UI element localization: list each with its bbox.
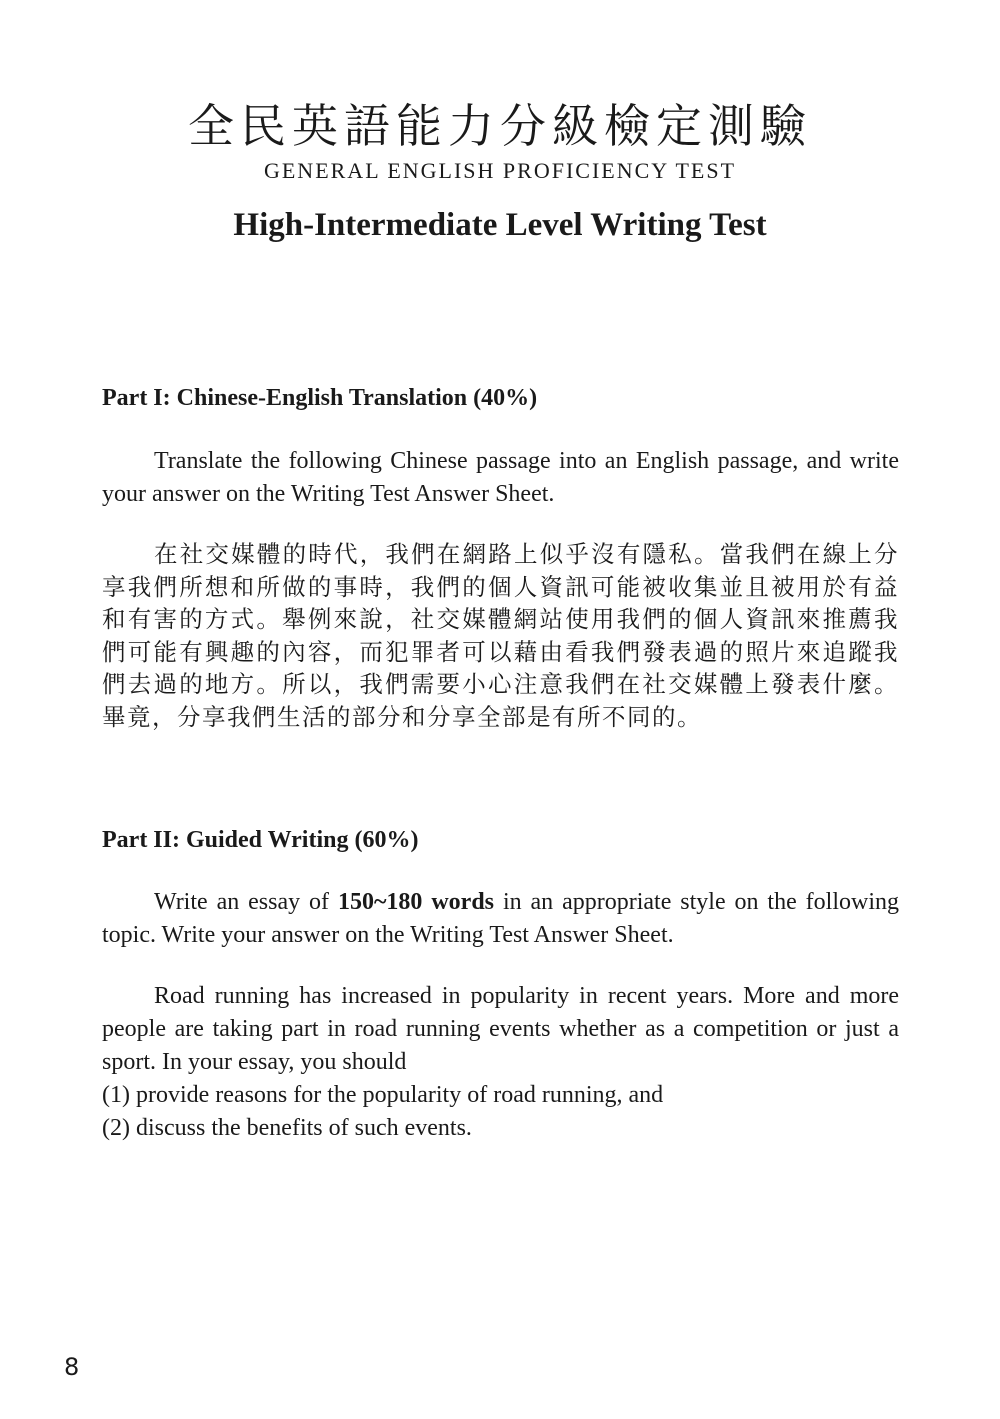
part1-heading: Part I: Chinese-English Translation (40%) xyxy=(102,385,538,411)
part2-heading: Part II: Guided Writing (60%) xyxy=(102,827,419,853)
word-count-requirement: 150~180 words xyxy=(337,889,495,915)
title-english: GENERAL ENGLISH PROFICIENCY TEST xyxy=(263,158,737,183)
part1-chinese-passage: 在社交媒體的時代，我們在網路上似乎沒有隱私。當我們在線上分享我們所想和所做的事時，我們的個人資訊可能被收集並且被用於有益和有害的方式。舉例來說，社交媒體網站使用我們的個人資訊來推薦我們可能有興趣的內容，而犯罪者可以藉由看我們發表過的照片來追蹤我們去過的地方。所以，我們需要小心注意我們在社交媒體上發表什麼。畢竟，分享我們生活的部分和分享全部是有所不同的。 xyxy=(102,540,899,731)
part2-prompt: Road running has increased in popularity in recent years. More and more people are taking part in road running events whether as a competition or just a sport. In your essay, you should xyxy=(102,983,899,1075)
part1-instruction: Translate the following Chinese passage into an English passage, and write your answer on the Writing Test Answer Sheet. xyxy=(102,448,899,507)
page-number: 8 xyxy=(64,1353,80,1381)
part2-instruction-start: Write an essay of xyxy=(154,889,338,915)
part2-instruction xyxy=(102,886,899,952)
title-chinese: 全民英語能力分級檢定測驗 xyxy=(188,99,812,153)
part2-instruction-end: in an appropriate style on the following topic. Write your answer on the Writing Test Answer Sheet. xyxy=(102,889,899,948)
test-level-title: High-Intermediate Level Writing Test xyxy=(233,207,767,243)
prompt-point-2: (2) discuss the benefits of such events. xyxy=(102,1115,472,1141)
prompt-point-1: (1) provide reasons for the popularity of road running, and xyxy=(102,1082,664,1108)
